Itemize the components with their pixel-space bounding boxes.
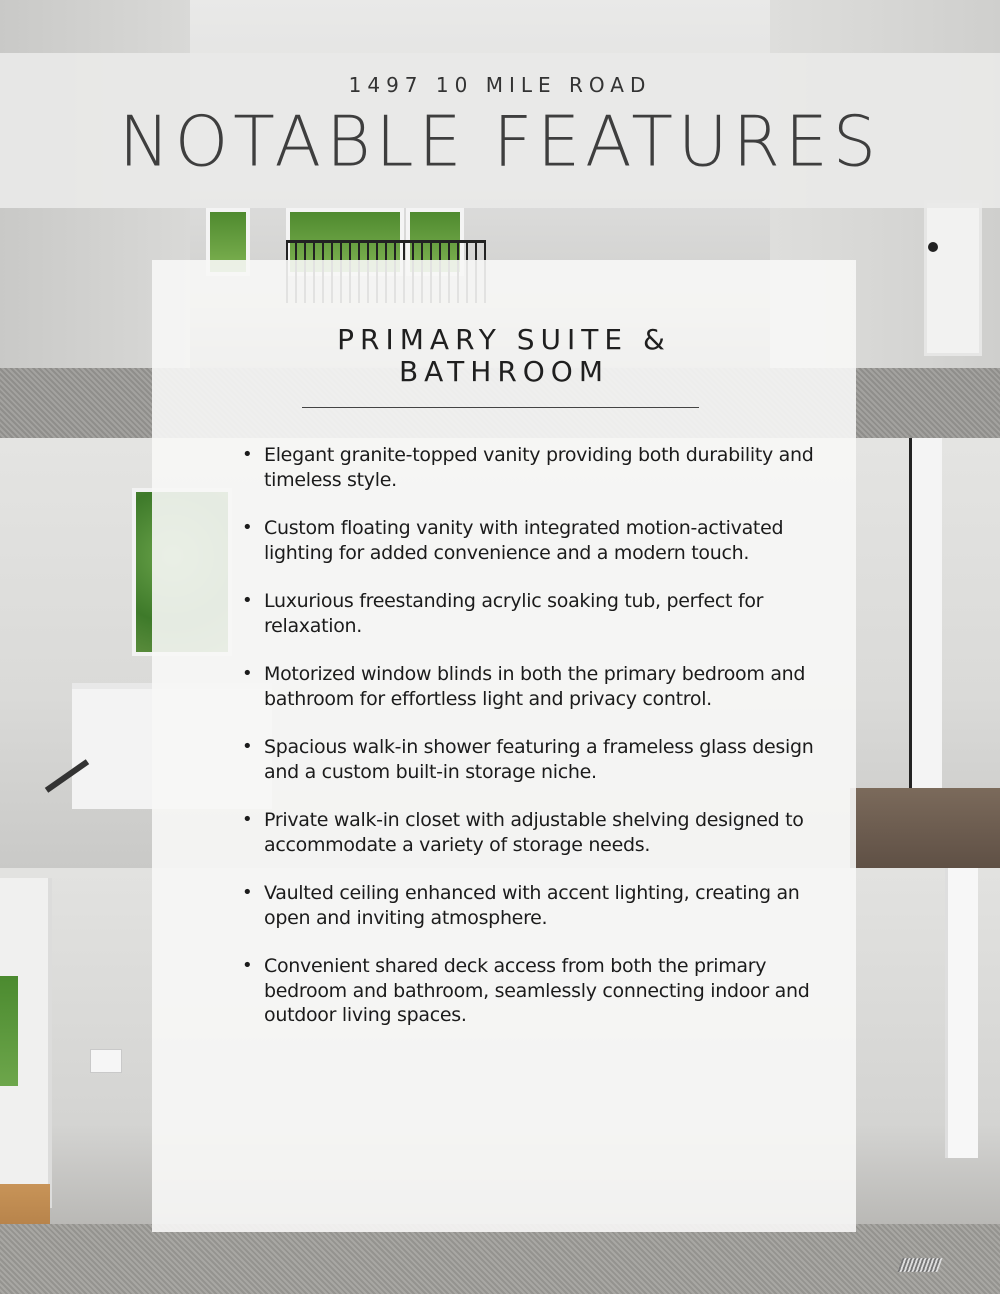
- bullet-icon: •: [242, 590, 253, 611]
- feature-item: • Custom floating vanity with integrated motion-activated lighting for added convenience and a modern touch.: [242, 517, 784, 564]
- feature-item: • Private walk-in closet with adjustable shelving designed to accommodate a variety of storage needs.: [242, 809, 804, 856]
- page-title: NOTABLE FEATURES: [118, 102, 882, 183]
- bullet-icon: •: [242, 809, 253, 830]
- features-panel: [152, 260, 856, 1232]
- feature-item: • Motorized window blinds in both the primary bedroom and bathroom for effortless light and privacy control.: [242, 663, 806, 710]
- bullet-icon: •: [242, 736, 253, 757]
- bullet-icon: •: [242, 663, 253, 684]
- feature-list: [242, 443, 824, 1052]
- feature-item: • Spacious walk-in shower featuring a frameless glass design and a custom built-in storage niche.: [242, 736, 814, 783]
- bullet-icon: •: [242, 517, 253, 538]
- bullet-icon: •: [242, 955, 253, 976]
- section-title: [152, 324, 856, 388]
- bullet-icon: •: [242, 444, 253, 465]
- section-title-line2: BATHROOM: [398, 355, 610, 388]
- section-title-line1: PRIMARY SUITE &: [337, 323, 671, 356]
- feature-item: • Convenient shared deck access from both the primary bedroom and bathroom, seamlessly connecting indoor and outdoor living spaces.: [242, 955, 810, 1026]
- bullet-icon: •: [242, 882, 253, 903]
- feature-item: • Luxurious freestanding acrylic soaking tub, perfect for relaxation.: [242, 590, 764, 637]
- header-band: [0, 53, 1000, 208]
- property-address: 1497 10 MILE ROAD: [348, 73, 652, 97]
- feature-item: • Elegant granite-topped vanity providing both durability and timeless style.: [242, 444, 814, 491]
- divider: [302, 407, 699, 408]
- feature-item: • Vaulted ceiling enhanced with accent lighting, creating an open and inviting atmosphere.: [242, 882, 800, 929]
